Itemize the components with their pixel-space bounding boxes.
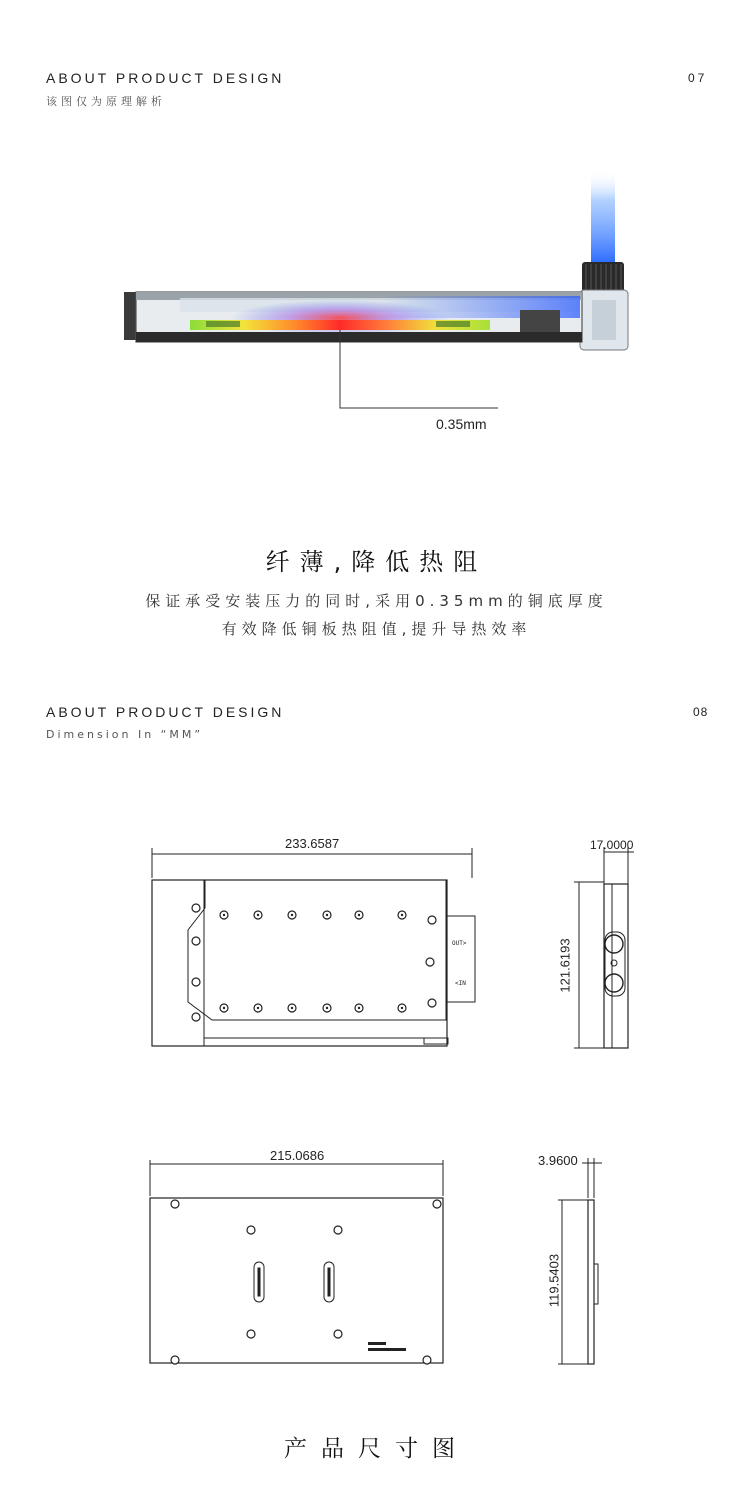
section2-headline: 产品尺寸图 <box>284 1436 469 1462</box>
section1-description-1: 保证承受安装压力的同时,采用0.35mm的铜底厚度 <box>145 592 608 610</box>
dim-side-thickness: 17.0000 <box>590 838 634 852</box>
port-label-in: <IN <box>455 980 466 987</box>
section2-page-number: 08 <box>693 705 709 719</box>
section2-subtitle: Dimension In “MM” <box>46 728 204 741</box>
thickness-callout: 0.35mm <box>436 416 487 432</box>
port-label-out: OUT> <box>452 940 467 947</box>
back-screws <box>171 1200 441 1364</box>
side-view-outline <box>604 884 628 1048</box>
section1-headline: 纤薄,降低热阻 <box>265 548 488 576</box>
section1-subtitle: 该图仅为原理解析 <box>46 95 166 108</box>
dim-front-width: 233.6587 <box>285 836 340 851</box>
back-view-outline <box>150 1198 443 1363</box>
section2-title: ABOUT PRODUCT DESIGN <box>46 704 285 720</box>
dim-back-width: 215.0686 <box>270 1148 325 1163</box>
dim-back-side-height: 119.5403 <box>546 1253 562 1308</box>
section1-title: ABOUT PRODUCT DESIGN <box>46 70 285 86</box>
section1-page-number: 07 <box>688 71 708 85</box>
dim-back-side-thickness: 3.9600 <box>538 1153 578 1168</box>
dim-side-height: 121.6193 <box>557 938 573 993</box>
front-screws <box>192 904 436 1021</box>
section1-description-2: 有效降低铜板热阻值,提升导热效率 <box>221 620 532 638</box>
back-side-view-outline <box>588 1200 594 1364</box>
